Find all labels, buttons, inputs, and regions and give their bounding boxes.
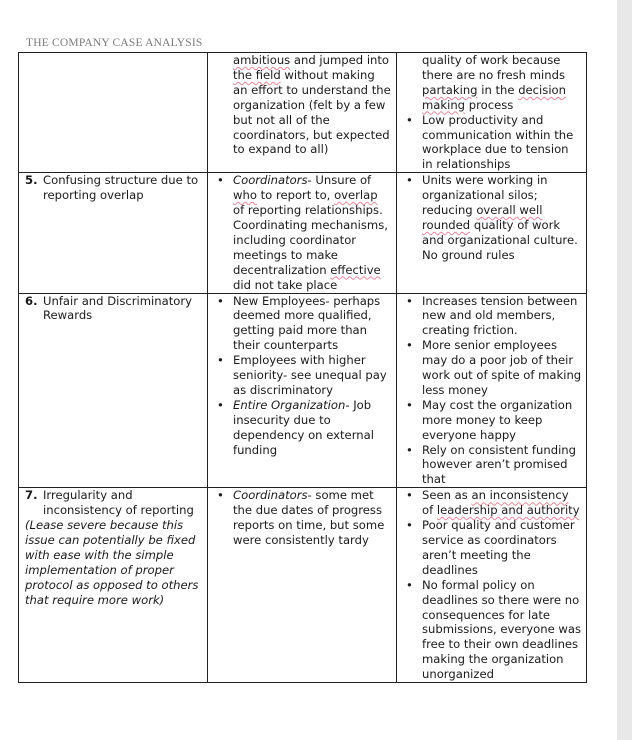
table-row xyxy=(19,293,587,488)
bullet-item xyxy=(214,173,392,292)
text-run: New Employees- perhaps deemed more qualified, getting paid more than their counterparts xyxy=(233,293,381,353)
text-run: More senior employees may do a poor job of their work out of spite of making less money xyxy=(422,338,582,397)
bullet-item xyxy=(214,294,392,354)
bullet-item xyxy=(403,488,582,518)
text-run: - some met the due dates of progress reports on time, but some were consistently tardy xyxy=(233,488,385,547)
text-run: Increases tension between new and old members, creating friction. xyxy=(422,293,578,338)
impact-cell xyxy=(397,53,587,173)
page-header: THE COMPANY CASE ANALYSIS xyxy=(26,37,203,49)
continued-text xyxy=(214,53,392,157)
affected-people-cell xyxy=(208,293,397,488)
spellcheck-flagged-text: leadership and authority xyxy=(436,503,580,518)
impact-list xyxy=(403,173,582,262)
case-analysis-table xyxy=(18,52,587,683)
issue-cell xyxy=(19,53,208,173)
people-list xyxy=(214,294,392,458)
text-run: without making an effort to understand the organization (felt by a few but not all of the coordinators, but expected to expand to all) xyxy=(233,67,391,157)
spellcheck-flagged-text: the field xyxy=(233,67,281,82)
spellcheck-flagged-text: an inconsistency xyxy=(471,488,569,503)
people-list xyxy=(214,173,392,292)
bullet-item xyxy=(403,294,582,339)
bullet-item xyxy=(403,398,582,443)
table-row xyxy=(19,488,587,683)
text-run: May cost the organization more money to keep everyone happy xyxy=(422,397,573,442)
text-run: quality of work and organizational culture. No ground rules xyxy=(422,217,578,262)
continued-text xyxy=(403,53,582,113)
bullet-item xyxy=(403,578,582,682)
spellcheck-flagged-text: overall well rounded xyxy=(422,203,543,232)
spellcheck-flagged-text: partaking xyxy=(422,82,478,97)
spellcheck-flagged-text: overlap xyxy=(334,188,378,203)
text-run: - Unsure of xyxy=(307,173,372,188)
issue-heading xyxy=(25,294,203,324)
text-run: Rely on consistent funding however aren’t promised that xyxy=(422,442,577,487)
text-run: Units were working in organizational silos; reducing xyxy=(422,173,548,218)
text-run: and jumped into xyxy=(290,53,390,67)
issue-note: (Lease severe because this issue can potentially be fixed with ease with the simple implementation of proper protocol as opposed to others that require more work) xyxy=(25,518,199,607)
text-run: No formal policy on deadlines so there were no consequences for late submissions, everyone was free to their own deadlines making the organization unorganized xyxy=(422,577,582,682)
text-run: Employees with higher seniority- see unequal pay as discriminatory xyxy=(233,353,387,397)
text-run: Low productivity and communication within the workplace due to tension in relationships xyxy=(422,112,574,172)
impact-cell xyxy=(397,173,587,293)
text-run: in the xyxy=(477,82,519,97)
issue-title: Confusing structure due to reporting overlap xyxy=(43,173,199,203)
bullet-item xyxy=(403,173,582,262)
text-run: process xyxy=(465,97,514,112)
impact-cell xyxy=(397,293,587,488)
window-background xyxy=(617,0,632,740)
issue-number: 7. xyxy=(25,488,38,503)
bullet-item xyxy=(403,443,582,488)
bullet-item xyxy=(403,113,582,173)
issue-cell xyxy=(19,293,208,488)
issue-number: 5. xyxy=(25,173,38,188)
issue-cell xyxy=(19,173,208,293)
spellcheck-flagged-text: who xyxy=(233,188,257,203)
spellcheck-flagged-text: effective xyxy=(330,262,381,277)
spellcheck-flagged-text: decision making xyxy=(422,82,566,112)
text-run: of xyxy=(422,503,437,518)
text-run: - Job insecurity due to dependency on external funding xyxy=(233,397,374,457)
text-run: to report to, xyxy=(256,188,335,203)
impact-list xyxy=(403,488,582,682)
affected-people-cell xyxy=(208,173,397,293)
text-run: of reporting relationships. Coordinating mechanisms, including coordinator meetings to make decentralization xyxy=(233,203,388,277)
stakeholder-label: Coordinators xyxy=(233,488,308,503)
text-run: Seen as xyxy=(422,488,472,503)
table-row xyxy=(19,53,587,173)
stakeholder-label: Entire Organization xyxy=(233,397,346,412)
people-list xyxy=(214,488,392,548)
stakeholder-label: Coordinators xyxy=(233,173,308,188)
impact-list xyxy=(403,294,582,488)
impact-list xyxy=(403,113,582,173)
bullet-item xyxy=(403,338,582,398)
issue-heading xyxy=(25,173,203,203)
issue-title: Unfair and Discriminatory Rewards xyxy=(43,293,192,323)
affected-people-cell xyxy=(208,488,397,683)
issue-number: 6. xyxy=(25,293,38,308)
bullet-item xyxy=(214,398,392,458)
issue-heading xyxy=(25,488,203,518)
spellcheck-flagged-text: ambitious xyxy=(233,53,291,67)
bullet-item xyxy=(214,488,392,548)
impact-cell xyxy=(397,488,587,683)
issue-title: Irregularity and inconsistency of reporting xyxy=(43,488,194,518)
text-run: Poor quality and customer service as coordinators aren’t meeting the deadlines xyxy=(422,518,575,577)
table-row xyxy=(19,173,587,293)
bullet-item xyxy=(403,518,582,578)
text-run: did not take place xyxy=(233,277,338,292)
bullet-item xyxy=(214,353,392,398)
text-run: quality of work because there are no fresh minds xyxy=(422,53,565,82)
issue-cell xyxy=(19,488,208,683)
affected-people-cell xyxy=(208,53,397,173)
